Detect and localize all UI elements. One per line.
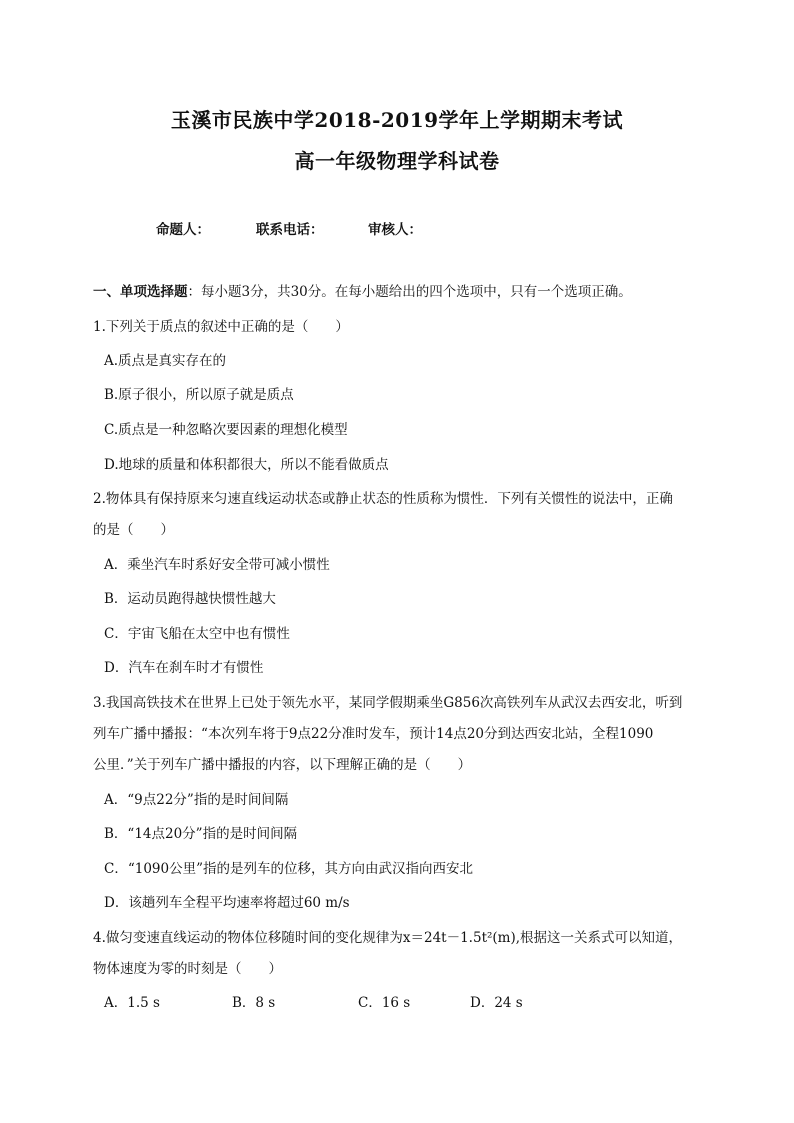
question-1-stem: 1.下列关于质点的叙述中正确的是（ ） bbox=[93, 319, 349, 335]
section-instructions: ：每小题3分，共30分。在每小题给出的四个选项中，只有一个选项正确。 bbox=[187, 284, 632, 300]
question-3-stem-line-1: 3.我国高铁技术在世界上已处于领先水平，某同学假期乘坐G856次高铁列车从武汉去西安北，听到 bbox=[93, 695, 683, 711]
question-1-option-d: D.地球的质量和体积都很大，所以不能看做质点 bbox=[104, 457, 389, 473]
reviewer-label: 审核人： bbox=[368, 222, 422, 238]
question-4-stem-line-1: 4.做匀变速直线运动的物体位移随时间的变化规律为x＝24t－1.5t²(m),根据这一关系式可以知道， bbox=[93, 930, 683, 946]
question-4-stem-line-2: 物体速度为零的时刻是（ ） bbox=[93, 961, 282, 977]
exam-title: 玉溪市民族中学2018-2019学年上学期期末考试 bbox=[170, 108, 624, 132]
question-2-option-c: C．宇宙飞船在太空中也有惯性 bbox=[104, 626, 290, 642]
section-heading bbox=[93, 280, 632, 300]
exam-subtitle: 高一年级物理学科试卷 bbox=[294, 149, 500, 173]
question-3-stem-line-3: 公里．”关于列车广播中播报的内容，以下理解正确的是（ ） bbox=[93, 757, 472, 773]
phone-label: 联系电话： bbox=[256, 222, 324, 238]
question-3-option-c: C．“1090公里”指的是列车的位移，其方向由武汉指向西安北 bbox=[104, 861, 473, 877]
question-2-stem-line-1: 2.物体具有保持原来匀速直线运动状态或静止状态的性质称为惯性．下列有关惯性的说法中，正确 bbox=[93, 491, 673, 507]
question-4-option-c: C．16 s bbox=[358, 995, 411, 1011]
question-3-option-b: B．“14点20分”指的是时间间隔 bbox=[104, 826, 298, 842]
question-1-option-b: B.原子很小，所以原子就是质点 bbox=[104, 387, 294, 403]
question-1-option-a: A.质点是真实存在的 bbox=[104, 353, 227, 369]
question-2-stem-line-2: 的是（ ） bbox=[93, 522, 174, 538]
setter-label: 命题人： bbox=[156, 222, 210, 238]
question-4-option-b: B．8 s bbox=[232, 995, 276, 1011]
question-4-option-d: D．24 s bbox=[470, 995, 523, 1011]
question-2-option-d: D．汽车在刹车时才有惯性 bbox=[104, 660, 264, 676]
question-3-option-d: D．该趟列车全程平均速率将超过60 m/s bbox=[104, 895, 350, 911]
question-2-option-a: A．乘坐汽车时系好安全带可减小惯性 bbox=[104, 557, 330, 573]
question-4-option-a: A．1.5 s bbox=[104, 995, 160, 1011]
question-3-stem-line-2: 列车广播中播报：“本次列车将于9点22分准时发车，预计14点20分到达西安北站，全程1090 bbox=[93, 726, 654, 742]
question-2-option-b: B．运动员跑得越快惯性越大 bbox=[104, 591, 276, 607]
question-1-option-c: C.质点是一种忽略次要因素的理想化模型 bbox=[104, 422, 348, 438]
section-label: 一、单项选择题 bbox=[93, 284, 188, 300]
question-3-option-a: A．“9点22分”指的是时间间隔 bbox=[104, 792, 289, 808]
